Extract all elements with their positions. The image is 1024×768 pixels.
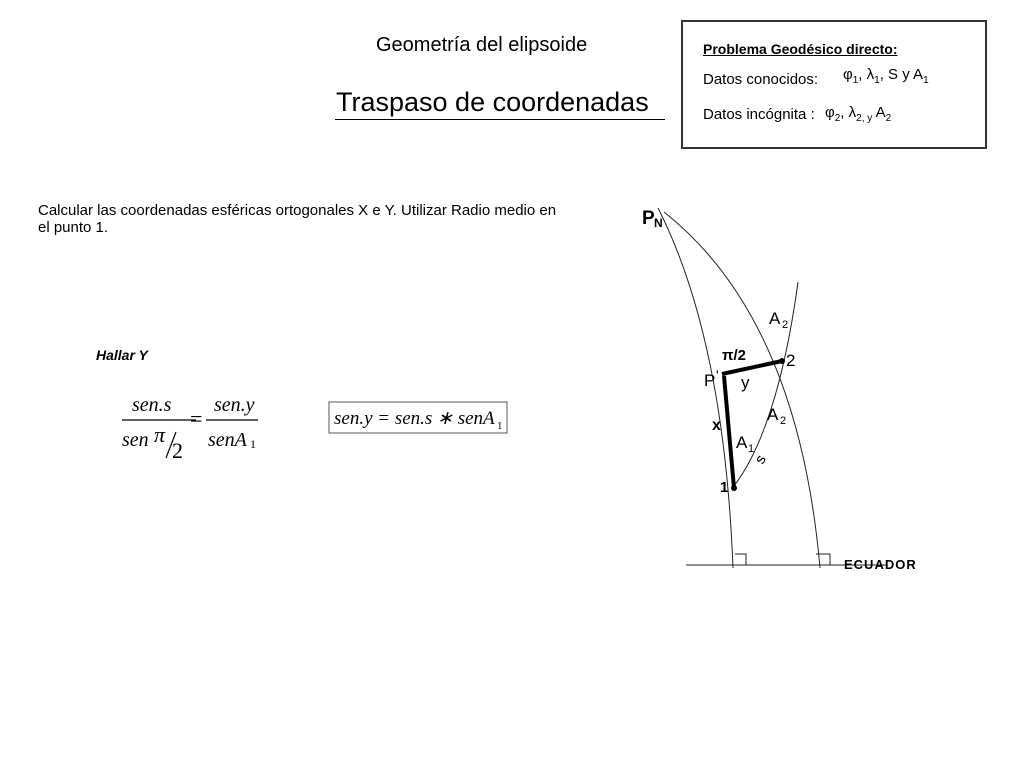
equator-label: ECUADOR [844, 557, 917, 572]
phi-subscript: 1 [852, 75, 859, 86]
known-data-label: Datos conocidos: [703, 71, 819, 88]
azimuth-a2-mid: A [767, 405, 779, 424]
pole-label: P [642, 208, 655, 229]
azimuth-a2-mid-subscript: 2 [780, 415, 787, 427]
phi-symbol: φ [825, 104, 835, 121]
a-text: A [872, 104, 886, 121]
rhs-denominator: senA [208, 429, 247, 451]
a-subscript: 2 [885, 113, 892, 124]
geodesic-diagram [638, 198, 938, 578]
phi-symbol: φ [843, 66, 853, 83]
lambda-text: , λ [858, 66, 875, 83]
point-2-label: 2 [786, 351, 796, 370]
right-angle-label: π/2 [722, 347, 746, 364]
page-title: Traspaso de coordenadas [336, 87, 649, 117]
azimuth-a1: A [736, 433, 748, 452]
y-label: y [741, 373, 750, 392]
a-subscript: 1 [923, 75, 929, 86]
point-2-dot [779, 358, 785, 364]
lhs-numerator: sen.s [132, 394, 172, 416]
lambda-subscript: 2, y [856, 113, 873, 124]
meridian-point-1 [658, 208, 733, 568]
s-and-a-text: , S y A [879, 66, 924, 83]
lhs-denominator-sen: sen [122, 429, 149, 451]
phi-subscript: 2 [834, 113, 841, 124]
lhs-denominator-2: 2 [172, 438, 183, 463]
equals-sign: = [190, 406, 203, 431]
equations [110, 388, 540, 468]
point-p-label: P [704, 371, 716, 390]
point-p-prime: ' [716, 367, 719, 383]
right-angle-mark [816, 554, 830, 565]
azimuth-a2-top: A [769, 309, 781, 328]
known-data-values [843, 66, 929, 86]
lhs-denominator-pi: π [154, 422, 166, 447]
point-1-label: 1 [720, 479, 729, 496]
segment-x [724, 376, 734, 488]
title-underline [335, 119, 665, 120]
boxed-formula-subscript: 1 [497, 420, 503, 432]
info-heading: Problema Geodésico directo: [703, 41, 898, 57]
instructions-text: Calcular las coordenadas esféricas ortogonales X e Y. Utilizar Radio medio en el punto 1. [38, 202, 557, 236]
info-box [681, 20, 987, 149]
unknown-data-label: Datos incógnita : [703, 106, 815, 123]
azimuth-a2-top-subscript: 2 [782, 319, 789, 331]
x-label: x [712, 417, 721, 434]
rhs-denominator-subscript: 1 [250, 437, 256, 451]
find-y-label: Hallar Y [96, 347, 148, 363]
s-label: s [751, 451, 770, 467]
unknown-data-values [825, 104, 891, 124]
right-angle-mark [735, 554, 746, 565]
boxed-formula: sen.y = sen.s ∗ senA [334, 408, 495, 429]
azimuth-a1-subscript: 1 [748, 443, 755, 455]
point-1-dot [731, 485, 737, 491]
lambda-subscript: 1 [874, 75, 880, 86]
lambda-text: , λ [840, 104, 857, 121]
rhs-numerator: sen.y [214, 394, 255, 416]
pole-subscript: N [654, 216, 663, 230]
subtitle: Geometría del elipsoide [376, 34, 588, 56]
